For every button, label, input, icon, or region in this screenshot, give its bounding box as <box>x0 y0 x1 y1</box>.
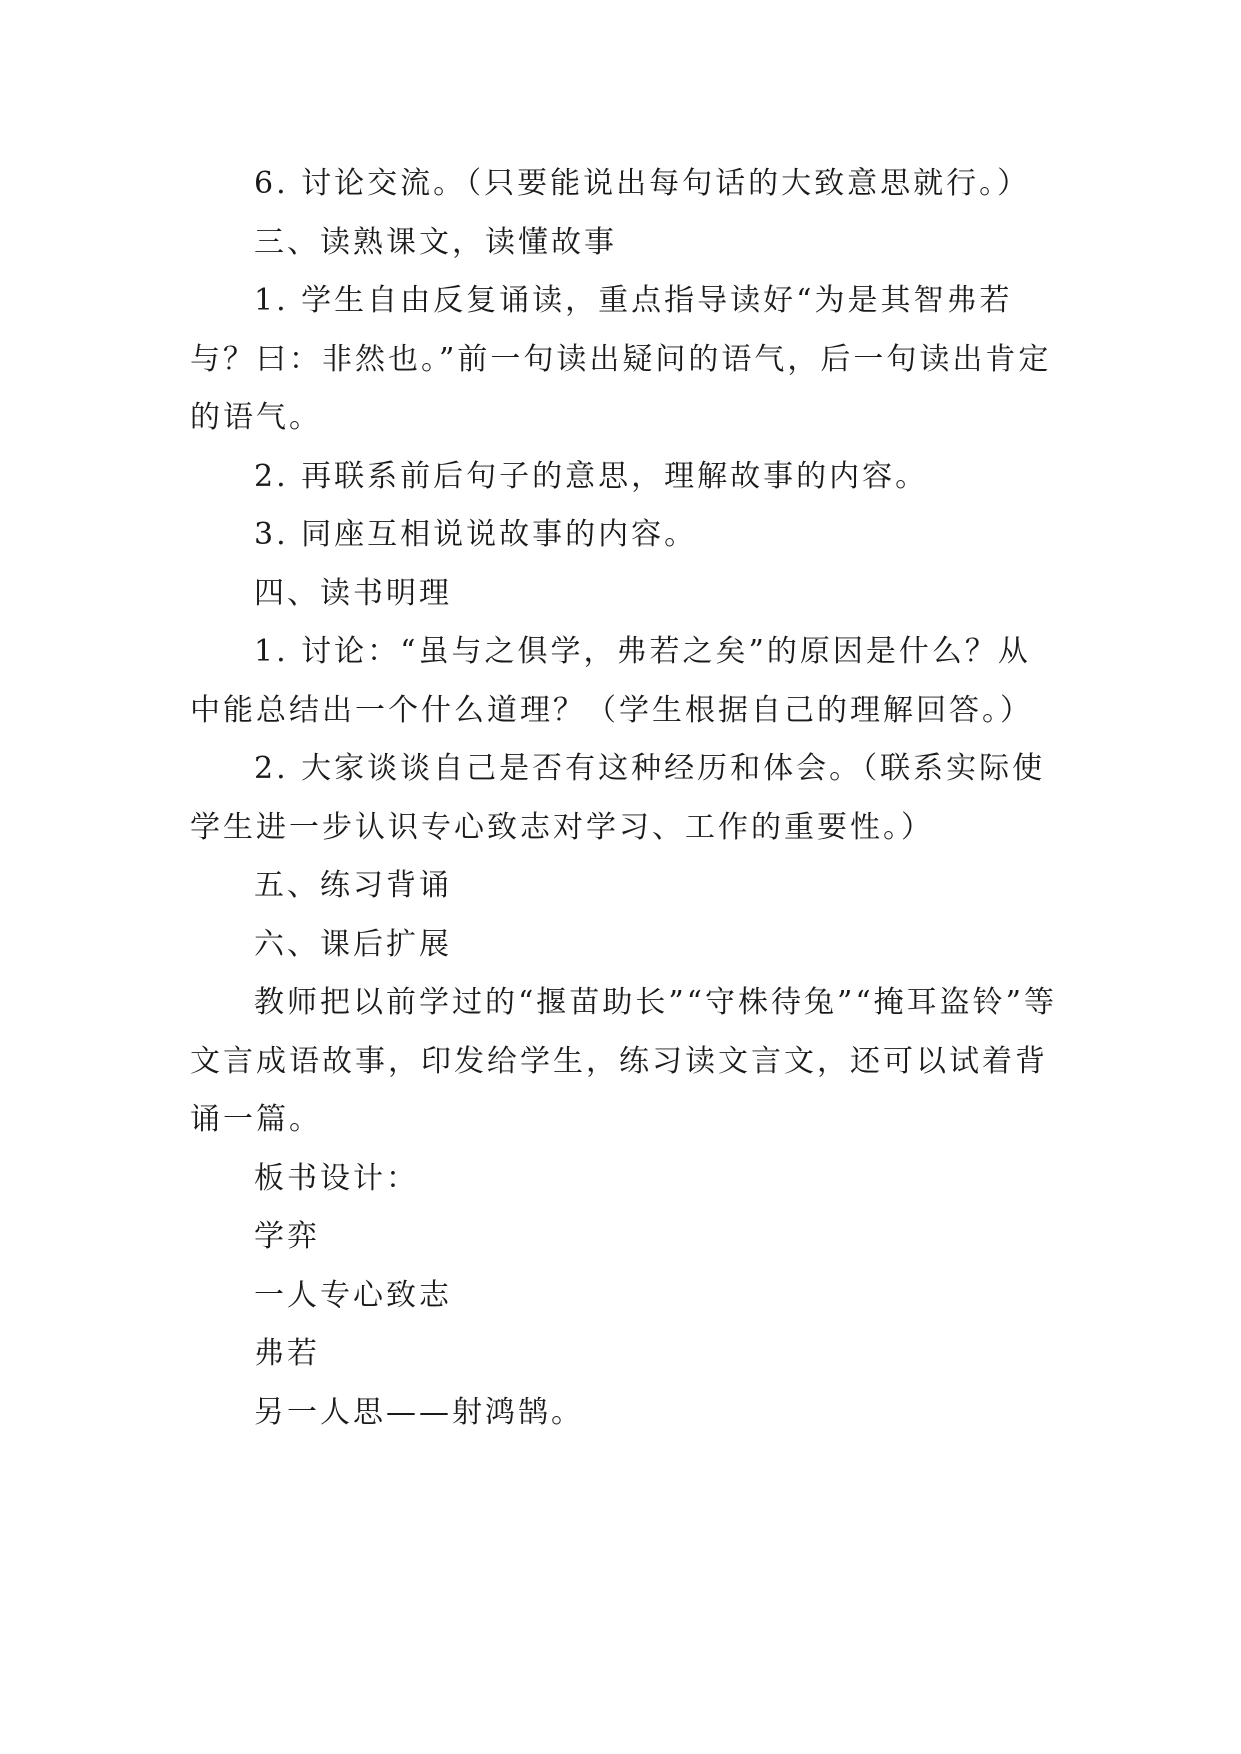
blackboard-design-label: 板书设计： <box>254 1160 419 1196</box>
section-heading-reason: 四、读书明理 <box>254 575 452 611</box>
section-heading-read-text: 三、读熟课文，读懂故事 <box>254 224 617 260</box>
section-heading-recite: 五、练习背诵 <box>254 868 452 903</box>
paragraph-deskmate-retell: 3. 同座互相说说故事的内容。 <box>254 517 698 552</box>
blackboard-line-distracted: 另一人思——射鸿鹄。 <box>254 1394 584 1430</box>
section-heading-extension: 六、课后扩展 <box>254 926 452 962</box>
paragraph-free-reading: 1. 学生自由反复诵读，重点指导读好“为是其智弗若与？曰：非然也。”前一句读出疑问的语气，后一句读出肯定的语气。 <box>190 283 1052 435</box>
paragraph-discuss-reason: 1. 讨论：“虽与之俱学，弗若之矣”的原因是什么？从中能总结出一个什么道理？（学生根据自己的理解回答。） <box>190 634 1033 728</box>
paragraph-understand-story: 2. 再联系前后句子的意思，理解故事的内容。 <box>254 458 929 494</box>
paragraph-extension-task: 教师把以前学过的“揠苗助长”“守株待兔”“掩耳盗铃”等文言成语故事，印发给学生，练习读文言文，还可以试着背诵一篇。 <box>190 985 1058 1137</box>
paragraph-discussion-exchange: 6. 讨论交流。（只要能说出每句话的大致意思就行。） <box>254 166 1031 201</box>
blackboard-line-focused: 一人专心致志 <box>254 1277 452 1313</box>
paragraph-share-experience: 2. 大家谈谈自己是否有这种经历和体会。（联系实际使学生进一步认识专心致志对学习、工作的重要性。） <box>190 751 1046 845</box>
document-body <box>190 155 1060 1442</box>
blackboard-title: 学弈 <box>254 1219 320 1254</box>
blackboard-line-not-as-good: 弗若 <box>254 1336 320 1371</box>
